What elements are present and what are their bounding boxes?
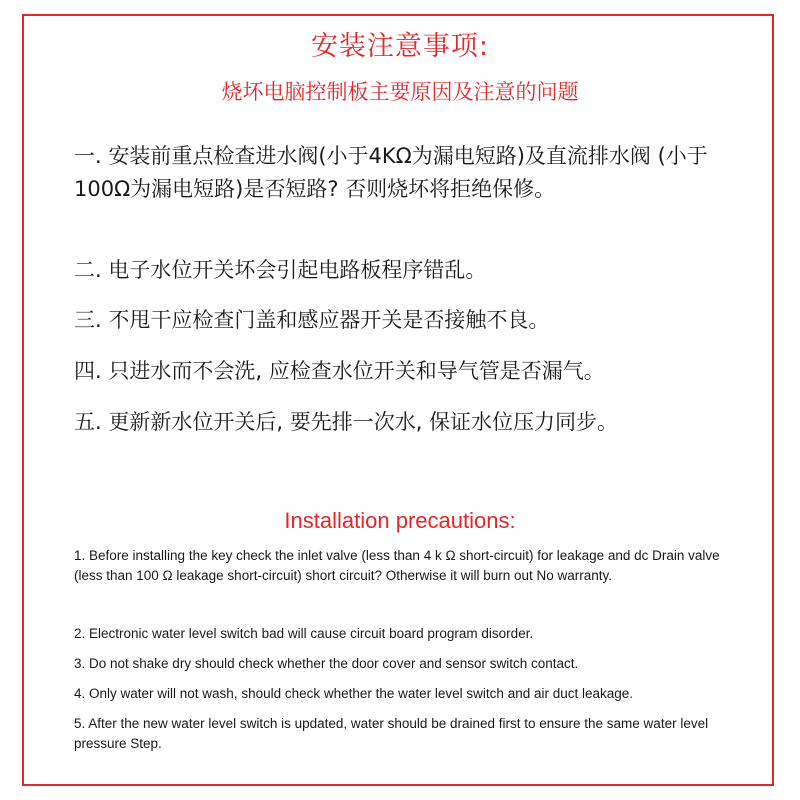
en-item-1: 1. Before installing the key check the inlet valve (less than 4 k Ω short-circuit) for leakage and dc Drain valve (less than 100 Ω leakage short-circuit) short circuit? Otherwise it will burn out No warranty. — [74, 548, 720, 583]
cn-item-2: 二. 电子水位开关坏会引起电路板程序错乱。 — [74, 258, 487, 282]
en-item-4: 4. Only water will not wash, should check whether the water level switch and air duct leakage. — [74, 686, 634, 701]
en-title: Installation precautions: — [284, 508, 516, 533]
en-item-3: 3. Do not shake dry should check whether the door cover and sensor switch contact. — [74, 656, 579, 671]
en-item-2: 2. Electronic water level switch bad will cause circuit board program disorder. — [74, 626, 534, 641]
cn-item-5: 五. 更新新水位开关后, 要先排一次水, 保证水位压力同步。 — [74, 410, 619, 434]
cn-item-1: 一. 安装前重点检查进水阀(小于4KΩ为漏电短路)及直流排水阀 (小于100Ω为漏电短路)是否短路? 否则烧坏将拒绝保修。 — [74, 144, 708, 201]
cn-item-4: 四. 只进水而不会洗, 应检查水位开关和导气管是否漏气。 — [74, 359, 605, 383]
cn-item-3: 三. 不甩干应检查门盖和感应器开关是否接触不良。 — [74, 308, 550, 332]
cn-subtitle: 烧坏电脑控制板主要原因及注意的问题 — [221, 80, 579, 104]
en-item-5: 5. After the new water level switch is updated, water should be drained first to ensure the same water level pressure Step. — [74, 716, 709, 751]
cn-title: 安装注意事项: — [310, 31, 490, 62]
